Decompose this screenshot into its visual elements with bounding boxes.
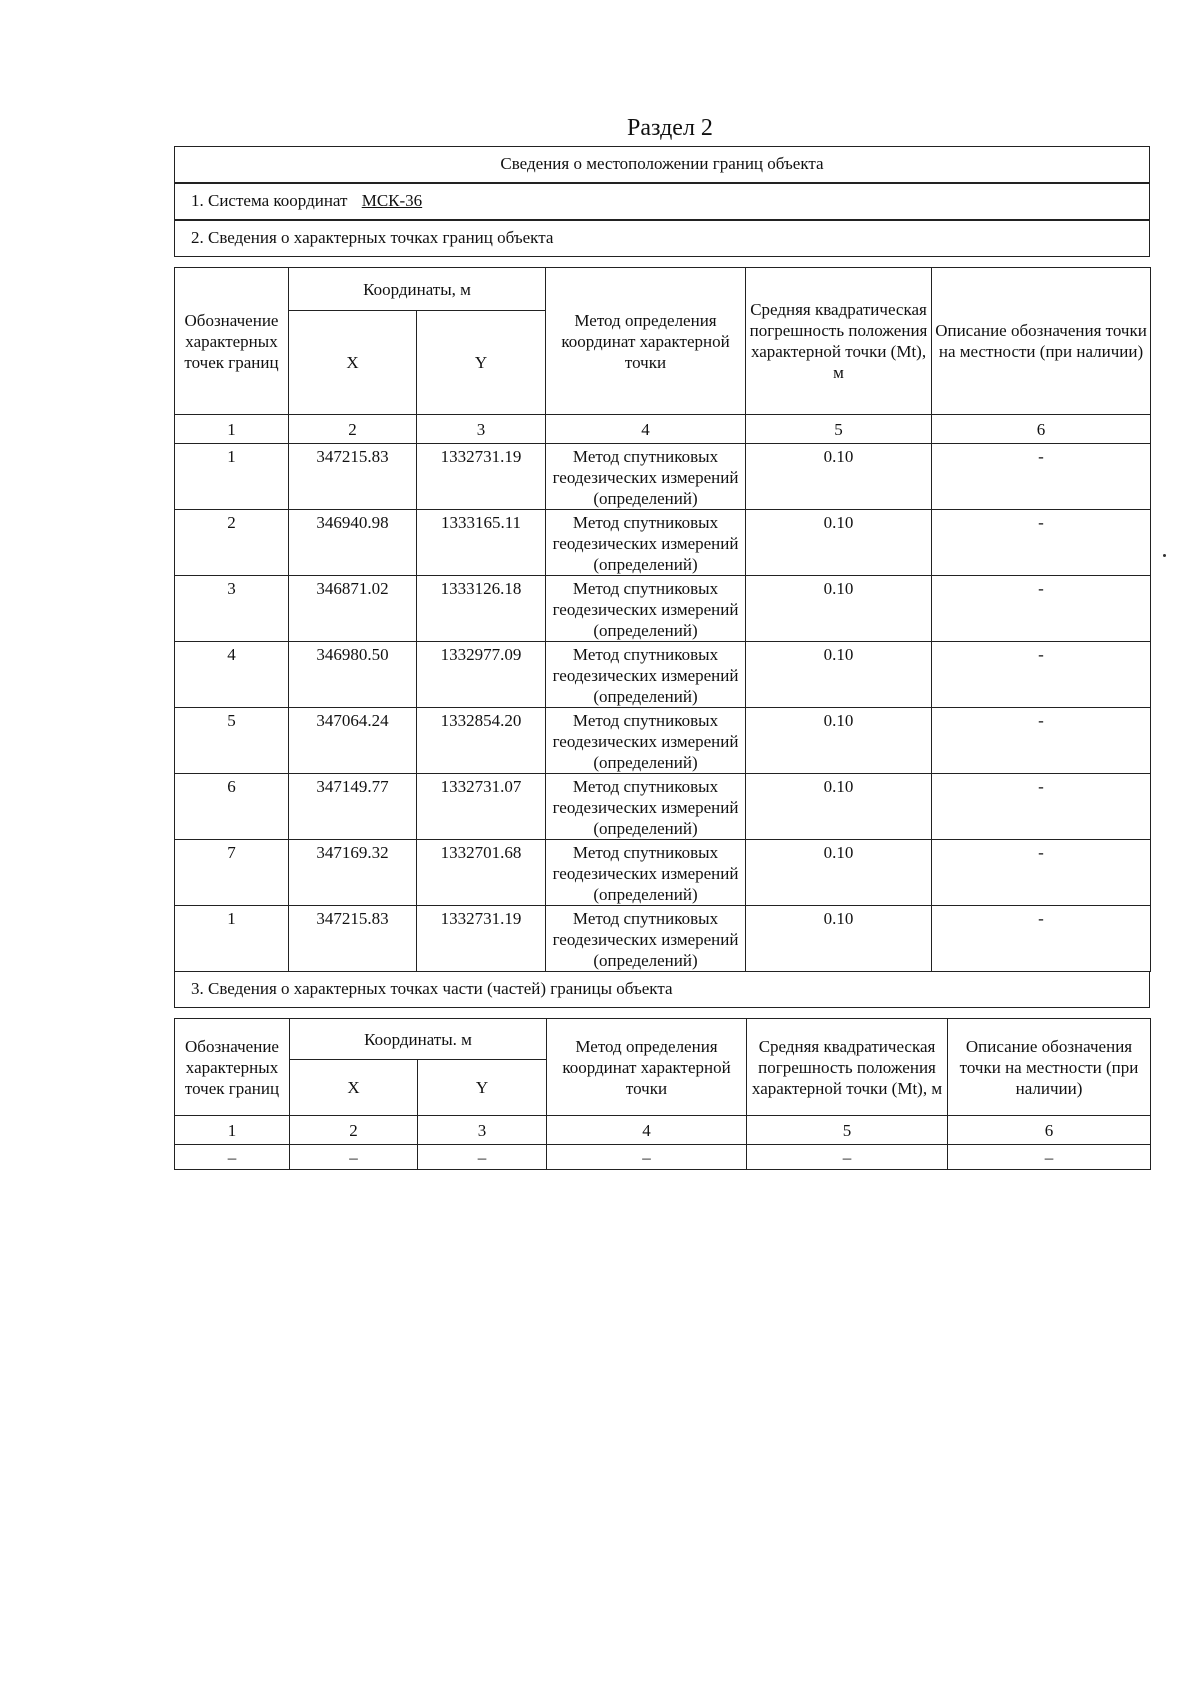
column-number: 1 (175, 415, 289, 444)
x-cell: 346940.98 (289, 510, 417, 576)
column-number: 2 (290, 1116, 418, 1145)
header-description: Описание обозначения точки на местности (при наличии) (932, 268, 1151, 415)
method-cell: Метод спутниковых геодезических измерений (определений) (546, 708, 746, 774)
x-cell: 347064.24 (289, 708, 417, 774)
point-cell: 2 (175, 510, 289, 576)
description-cell: - (932, 642, 1151, 708)
mt-cell: 0.10 (746, 708, 932, 774)
point-cell: 4 (175, 642, 289, 708)
method-cell: Метод спутниковых геодезических измерений (определений) (546, 444, 746, 510)
y-cell: 1332977.09 (417, 642, 546, 708)
part-points-table (174, 1018, 1151, 1170)
header-y: Y (418, 1060, 547, 1116)
method-cell: Метод спутниковых геодезических измерений (определений) (546, 642, 746, 708)
point-cell: 6 (175, 774, 289, 840)
description-cell: - (932, 444, 1151, 510)
y-cell: 1333126.18 (417, 576, 546, 642)
point-cell: 7 (175, 840, 289, 906)
header-designation: Обозначение характерных точек границ (175, 268, 289, 415)
y-cell: 1332731.19 (417, 906, 546, 972)
header-x: X (289, 311, 417, 415)
page-title: Раздел 2 (627, 115, 713, 141)
table-row (175, 906, 1151, 972)
mt-cell: 0.10 (746, 840, 932, 906)
description-cell: - (932, 840, 1151, 906)
table-row (175, 444, 1151, 510)
mt-cell: 0.10 (746, 444, 932, 510)
coord-system-label: 1. Система координат (191, 191, 348, 210)
y-cell: 1333165.11 (417, 510, 546, 576)
x-cell: 347169.32 (289, 840, 417, 906)
table-row (175, 642, 1151, 708)
column-number: 3 (417, 415, 546, 444)
empty-row (175, 1145, 1151, 1170)
mt-cell: 0.10 (746, 774, 932, 840)
method-cell: Метод спутниковых геодезических измерений (определений) (546, 576, 746, 642)
header-y: Y (417, 311, 546, 415)
table-row (175, 774, 1151, 840)
point-cell: 3 (175, 576, 289, 642)
header-designation: Обозначение характерных точек границ (175, 1019, 290, 1116)
header-method: Метод определения координат характерной точки (546, 268, 746, 415)
subsection3-title: 3. Сведения о характерных точках части (частей) границы объекта (174, 971, 1150, 1008)
point-cell: 1 (175, 444, 289, 510)
coord-system-value: МСК-36 (361, 191, 423, 210)
empty-cell: – (547, 1145, 747, 1170)
y-cell: 1332731.07 (417, 774, 546, 840)
column-number: 5 (747, 1116, 948, 1145)
description-cell: - (932, 576, 1151, 642)
column-number: 4 (546, 415, 746, 444)
description-cell: - (932, 906, 1151, 972)
empty-cell: – (948, 1145, 1151, 1170)
method-cell: Метод спутниковых геодезических измерений (определений) (546, 906, 746, 972)
header-error: Средняя квадратическая погрешность положения характерной точки (Mt), м (747, 1019, 948, 1116)
table-row (175, 576, 1151, 642)
x-cell: 347215.83 (289, 906, 417, 972)
method-cell: Метод спутниковых геодезических измерений (определений) (546, 510, 746, 576)
y-cell: 1332731.19 (417, 444, 546, 510)
y-cell: 1332854.20 (417, 708, 546, 774)
mt-cell: 0.10 (746, 576, 932, 642)
column-number: 4 (547, 1116, 747, 1145)
header-coordinates: Координаты, м (289, 268, 546, 311)
mt-cell: 0.10 (746, 642, 932, 708)
x-cell: 347149.77 (289, 774, 417, 840)
header-error: Средняя квадратическая погрешность положения характерной точки (Mt), м (746, 268, 932, 415)
x-cell: 346871.02 (289, 576, 417, 642)
column-number: 2 (289, 415, 417, 444)
point-cell: 1 (175, 906, 289, 972)
section-header: Сведения о местоположении границ объекта (174, 146, 1150, 183)
column-number-row (175, 415, 1151, 444)
point-cell: 5 (175, 708, 289, 774)
table-row (175, 708, 1151, 774)
column-number: 6 (948, 1116, 1151, 1145)
description-cell: - (932, 708, 1151, 774)
empty-cell: – (747, 1145, 948, 1170)
header-coordinates: Координаты. м (290, 1019, 547, 1060)
column-number: 1 (175, 1116, 290, 1145)
empty-cell: – (290, 1145, 418, 1170)
description-cell: - (932, 510, 1151, 576)
subsection2-title: 2. Сведения о характерных точках границ объекта (174, 220, 1150, 257)
header-method: Метод определения координат характерной точки (547, 1019, 747, 1116)
empty-cell: – (175, 1145, 290, 1170)
boundary-points-table (174, 267, 1151, 972)
table-row (175, 510, 1151, 576)
header-x: X (290, 1060, 418, 1116)
table-row (175, 840, 1151, 906)
header-description: Описание обозначения точки на местности (при наличии) (948, 1019, 1151, 1116)
column-number: 3 (418, 1116, 547, 1145)
column-number: 6 (932, 415, 1151, 444)
empty-cell: – (418, 1145, 547, 1170)
description-cell: - (932, 774, 1151, 840)
x-cell: 346980.50 (289, 642, 417, 708)
x-cell: 347215.83 (289, 444, 417, 510)
coord-system-row (174, 183, 1150, 220)
column-number-row (175, 1116, 1151, 1145)
column-number: 5 (746, 415, 932, 444)
mt-cell: 0.10 (746, 906, 932, 972)
method-cell: Метод спутниковых геодезических измерений (определений) (546, 774, 746, 840)
mt-cell: 0.10 (746, 510, 932, 576)
y-cell: 1332701.68 (417, 840, 546, 906)
scan-speck (1163, 554, 1166, 557)
method-cell: Метод спутниковых геодезических измерений (определений) (546, 840, 746, 906)
